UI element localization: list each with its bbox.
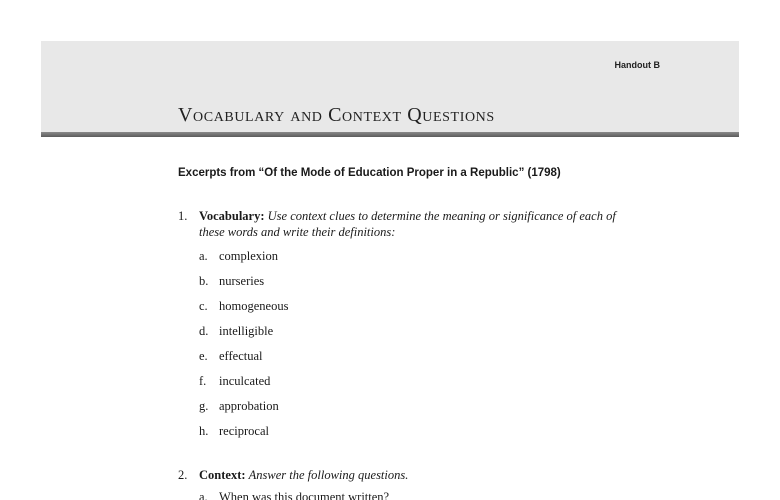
handout-label: Handout B	[614, 60, 660, 70]
item-text: approbation	[219, 399, 279, 413]
item-text: intelligible	[219, 324, 274, 338]
item-letter: a.	[199, 249, 208, 263]
list-item	[199, 398, 288, 423]
item-text: complexion	[219, 249, 279, 263]
question-number: 2.	[178, 468, 188, 482]
item-text: reciprocal	[219, 424, 269, 438]
item-text: effectual	[219, 349, 263, 363]
header-divider	[41, 132, 739, 137]
question-number: 1.	[178, 209, 188, 223]
item-text: nurseries	[219, 274, 265, 288]
item-letter: h.	[199, 424, 209, 438]
item-letter: f.	[199, 374, 207, 388]
question-instruction: Use context clues to determine the meaning or significance of each of these words and write their definitions:	[199, 209, 616, 239]
excerpt-subheading: Excerpts from “Of the Mode of Education Proper in a Republic” (1798)	[178, 167, 561, 179]
list-item	[199, 248, 288, 273]
list-item	[199, 273, 288, 298]
item-letter: c.	[199, 299, 208, 313]
question-instruction: Answer the following questions.	[248, 468, 409, 482]
list-item	[199, 373, 288, 398]
item-letter: b.	[199, 274, 209, 288]
item-text: inculcated	[219, 374, 271, 388]
question-term: Context:	[199, 468, 249, 482]
item-letter: g.	[199, 399, 209, 413]
list-item	[199, 298, 288, 323]
list-item	[199, 323, 288, 348]
item-letter: d.	[199, 324, 209, 338]
question-body	[199, 208, 639, 240]
list-item	[199, 490, 389, 500]
list-item	[199, 348, 288, 373]
question-term: Vocabulary:	[199, 209, 268, 223]
list-item	[199, 423, 288, 448]
item-text: homogeneous	[219, 299, 289, 313]
vocabulary-list	[199, 248, 288, 448]
question-body	[199, 467, 639, 483]
item-letter: e.	[199, 349, 208, 363]
item-letter: a.	[199, 490, 208, 500]
page-title: Vocabulary and Context Questions	[178, 104, 495, 126]
item-text: When was this document written?	[219, 490, 390, 500]
